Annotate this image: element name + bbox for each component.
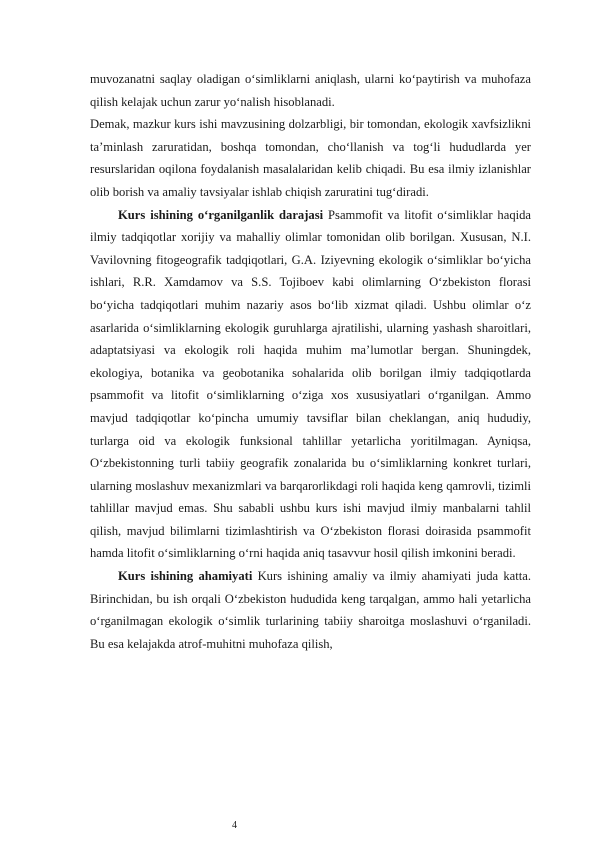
paragraph-3 [90, 204, 531, 566]
paragraph-2 [90, 113, 531, 203]
paragraph-4-lead: Kurs ishining ahamiyati [118, 569, 253, 584]
document-page [90, 68, 531, 655]
paragraph-4-text: Kurs ishining amaliy va ilmiy ahamiyati juda katta. Birinchidan, bu ish orqali O‘zbekiston hududida keng tarqalgan, ammo hali yetarlicha o‘rganilmagan ekologik o‘simlik turlarining tabiiy sharoitga moslashuvi o‘rganiladi. Bu esa kelajakda atrof-muhitni muhofaza qilish, [90, 569, 531, 651]
paragraph-4 [90, 565, 531, 655]
paragraph-3-text: Psammofit va litofit o‘simliklar haqida ilmiy tadqiqotlar xorijiy va mahalliy olimlar tomonidan olib borilgan. Xususan, N.I. Vavilovning fitogeografik tadqiqotlari, G.A. Iziyevning ekologik o‘simliklar bo‘yicha ishlari, R.R. Xamdamov va S.S. Tojiboev kabi olimlarning O‘zbekiston florasi bo‘yicha tadqiqotlari muhim nazariy asos bo‘lib xizmat qiladi. Ushbu olimlar o‘z asarlarida o‘simliklarning ekologik guruhlarga ajratilishi, ularning yashash sharoitlari, adaptatsiyasi va ekologik roli haqida muhim ma’lumotlar bergan. Shuningdek, ekologiya, botanika va geobotanika sohalarida olib borilgan ilmiy tadqiqotlarda psammofit va litofit o‘simliklarning o‘ziga xos xususiyatlari o‘rganilgan. Ammo mavjud tadqiqotlar ko‘pincha umumiy tavsiflar bilan cheklangan, aniq hududiy, turlarga oid va ekologik funksional tahlillar yetarlicha yoritilmagan. Ayniqsa, O‘zbekistonning turli tabiiy geografik zonalarida bu o‘simliklarning konkret turlari, ularning moslashuv mexanizmlari va barqarorlikdagi roli haqida keng qamrovli, tizimli tahlillar mavjud emas. Shu sababli ushbu kurs ishi mavjud ilmiy manbalarni tahlil qilish, mavjud bilimlarni tizimlashtirish va O‘zbekiston florasi doirasida psammofit hamda litofit o‘simliklarning o‘rni haqida aniq tasavvur hosil qilish imkonini beradi. [90, 207, 532, 561]
paragraph-2-text: Demak, mazkur kurs ishi mavzusining dolzarbligi, bir tomondan, ekologik xavfsizlikni ta’minlash zaruratidan, boshqa tomondan, cho‘llanish va tog‘li hududlarda yer resurslaridan oqilona foydalanish masalalaridan kelib chiqadi. Bu esa ilmiy izlanishlar olib borish va amaliy tavsiyalar ishlab chiqish zaruratini tug‘diradi. [90, 117, 531, 199]
paragraph-1 [90, 68, 531, 113]
paragraph-1-text: muvozanatni saqlay oladigan o‘simliklarni aniqlash, ularni ko‘paytirish va muhofaza qilish kelajak uchun zarur yo‘nalish hisoblanadi. [90, 72, 531, 109]
paragraph-3-lead: Kurs ishining o‘rganilganlik darajasi [118, 207, 324, 222]
page-number: 4 [232, 820, 237, 831]
